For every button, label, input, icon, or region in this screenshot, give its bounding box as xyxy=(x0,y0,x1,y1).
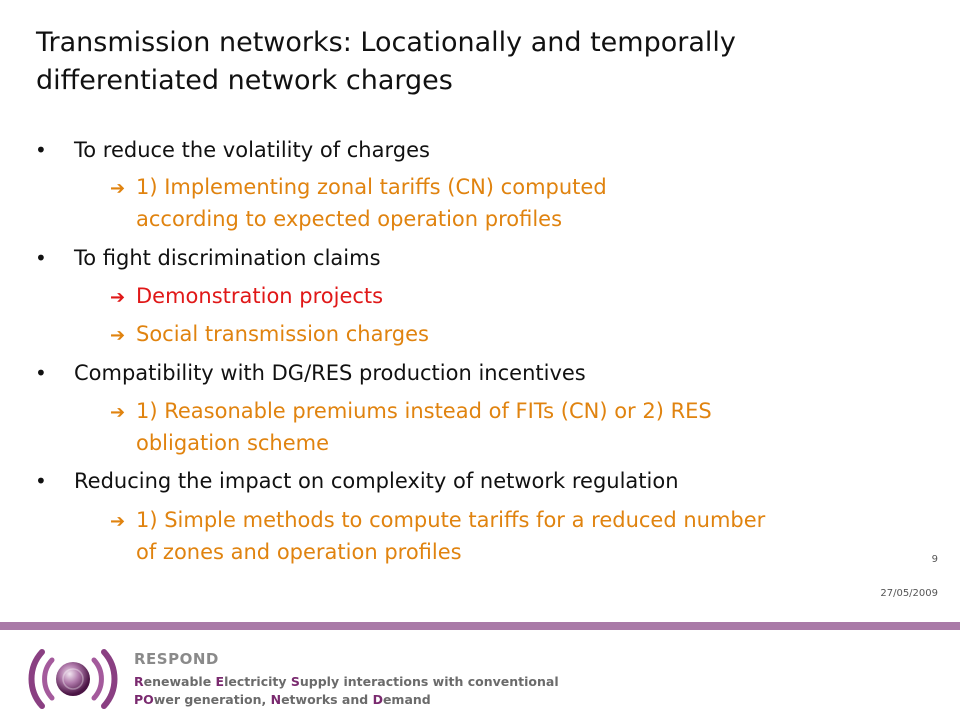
arrow-right-icon: ➔ xyxy=(110,178,126,199)
tagline-initial: PO xyxy=(134,692,154,707)
slide-title-line-1: Transmission networks: Locationally and temporally xyxy=(36,27,736,58)
sub-item-text: Demonstration projects xyxy=(136,284,384,308)
sub-item-4-1 xyxy=(110,505,765,537)
tagline-text: lectricity xyxy=(224,674,291,689)
sub-item-1-1-continuation: according to expected operation profiles xyxy=(136,207,563,231)
footer-divider-bar xyxy=(0,622,960,630)
sub-item-2-1 xyxy=(110,281,383,313)
bullet-dot: • xyxy=(35,138,47,162)
tagline-initial: E xyxy=(215,674,225,689)
arrow-right-icon: ➔ xyxy=(110,402,126,423)
sub-item-3-1-continuation: obligation scheme xyxy=(136,431,330,455)
tagline-text: wer generation, xyxy=(153,692,271,707)
slide-title-line-2: differentiated network charges xyxy=(36,65,453,96)
tagline-initial: S xyxy=(290,674,300,689)
sub-item-4-1-continuation: of zones and operation profiles xyxy=(136,540,462,564)
brand-tagline-line-2 xyxy=(134,692,431,707)
footer-banner xyxy=(0,630,960,720)
page-number: 9 xyxy=(931,554,938,565)
sub-item-3-1 xyxy=(110,396,712,428)
tagline-text: upply interactions with conventional xyxy=(299,674,559,689)
bullet-item-3 xyxy=(35,358,586,389)
tagline-initial: D xyxy=(372,692,383,707)
tagline-text: emand xyxy=(382,692,431,707)
brand-tagline-line-1 xyxy=(134,674,559,689)
tagline-initial: N xyxy=(270,692,282,707)
bullet-text: Compatibility with DG/RES production incentives xyxy=(74,361,586,385)
tagline-initial: R xyxy=(134,674,144,689)
bullet-dot: • xyxy=(35,469,47,493)
tagline-text: enewable xyxy=(143,674,216,689)
bullet-text: To fight discrimination claims xyxy=(74,246,381,270)
sub-item-text: 1) Simple methods to compute tariffs for a reduced number xyxy=(136,508,766,532)
bullet-item-1 xyxy=(35,135,430,166)
arrow-right-icon: ➔ xyxy=(110,511,126,532)
arrow-right-icon: ➔ xyxy=(110,287,126,308)
tagline-text: etworks and xyxy=(281,692,373,707)
sub-item-1-1 xyxy=(110,172,607,204)
arrow-right-icon: ➔ xyxy=(110,325,126,346)
sub-item-text: 1) Implementing zonal tariffs (CN) computed xyxy=(136,175,607,199)
sub-item-2-2 xyxy=(110,319,429,351)
bullet-text: To reduce the volatility of charges xyxy=(74,138,430,162)
bullet-dot: • xyxy=(35,361,47,385)
bullet-item-4 xyxy=(35,466,679,497)
bullet-dot: • xyxy=(35,246,47,270)
bullet-item-2 xyxy=(35,243,381,274)
slide-date: 27/05/2009 xyxy=(880,588,938,599)
brand-name: RESPOND xyxy=(134,650,219,668)
respond-logo-icon xyxy=(28,640,118,718)
bullet-text: Reducing the impact on complexity of network regulation xyxy=(74,469,679,493)
sub-item-text: Social transmission charges xyxy=(136,322,429,346)
sub-item-text: 1) Reasonable premiums instead of FITs (CN) or 2) RES xyxy=(136,399,712,423)
